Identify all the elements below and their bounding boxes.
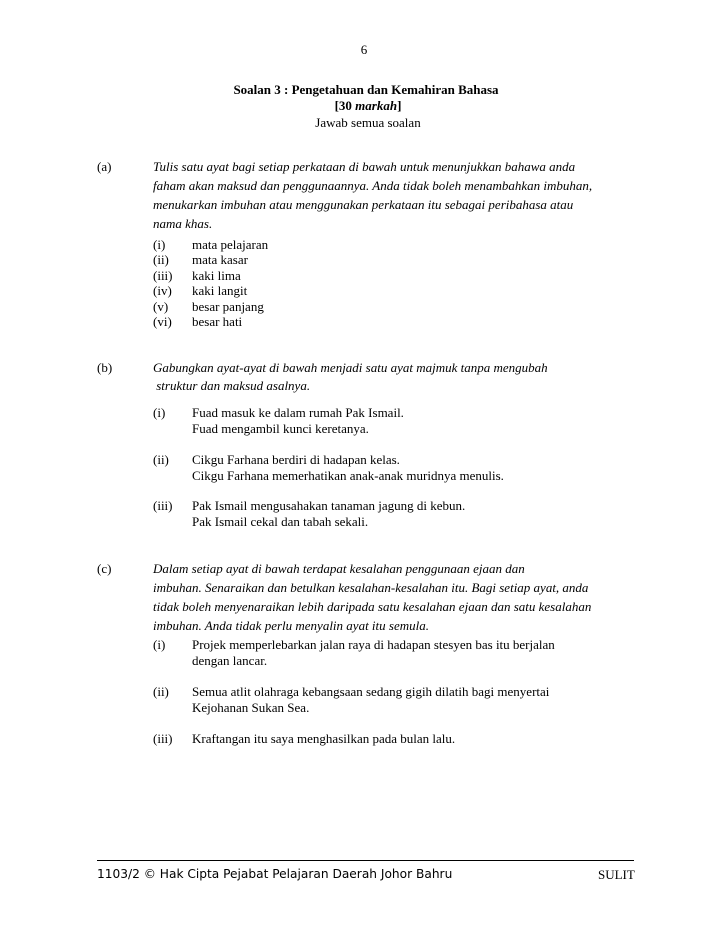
- marks-label: [0, 98, 728, 114]
- item-text: besar panjang: [192, 299, 264, 314]
- section-c-instruction-line: Dalam setiap ayat di bawah terdapat kesalahan penggunaan ejaan dan: [153, 561, 525, 576]
- section-b-instruction-line: struktur dan maksud asalnya.: [153, 378, 311, 393]
- item-number: (i): [153, 637, 166, 652]
- marks-open: [30: [334, 98, 356, 113]
- section-a-instruction-line: faham akan maksud dan penggunaannya. Anda tidak boleh menambahkan imbuhan,: [153, 178, 593, 193]
- item-text: kaki langit: [192, 283, 248, 298]
- item-line: Pak Ismail mengusahakan tanaman jagung di kebun.: [192, 498, 466, 513]
- section-c-instruction-line: imbuhan. Senaraikan dan betulkan kesalahan-kesalahan itu. Bagi setiap ayat, anda: [153, 580, 589, 595]
- section-c-label: (c): [97, 561, 112, 576]
- item-number: (iv): [153, 283, 172, 298]
- item-text: besar hati: [192, 314, 243, 329]
- footer-copyright: 1103/2 © Hak Cipta Pejabat Pelajaran Daerah Johor Bahru: [97, 867, 453, 881]
- item-number: (i): [153, 237, 166, 252]
- item-line: Kraftangan itu saya menghasilkan pada bulan lalu.: [192, 731, 456, 746]
- item-number: (iii): [153, 498, 173, 513]
- section-a-label: (a): [97, 159, 112, 174]
- instruction: Jawab semua soalan: [315, 115, 421, 130]
- item-line: Cikgu Farhana berdiri di hadapan kelas.: [192, 452, 400, 467]
- item-line: Fuad masuk ke dalam rumah Pak Ismail.: [192, 405, 404, 420]
- item-line: Projek memperlebarkan jalan raya di hadapan stesyen bas itu berjalan: [192, 637, 555, 652]
- item-number: (ii): [153, 452, 169, 467]
- item-number: (ii): [153, 252, 169, 267]
- item-text: mata pelajaran: [192, 237, 269, 252]
- section-a-instruction-line: nama khas.: [153, 216, 213, 231]
- item-number: (v): [153, 299, 169, 314]
- footer-classification: SULIT: [598, 867, 635, 882]
- section-c-instruction-line: imbuhan. Anda tidak perlu menyalin ayat itu semula.: [153, 618, 429, 633]
- item-line: Pak Ismail cekal dan tabah sekali.: [192, 514, 369, 529]
- footer-rule: [97, 860, 634, 861]
- section-a-instruction-line: menukarkan imbuhan atau menggunakan perkataan itu sebagai peribahasa atau: [153, 197, 574, 212]
- item-number: (iii): [153, 268, 173, 283]
- item-line: Fuad mengambil kunci keretanya.: [192, 421, 369, 436]
- item-text: mata kasar: [192, 252, 248, 267]
- item-line: Semua atlit olahraga kebangsaan sedang gigih dilatih bagi menyertai: [192, 684, 550, 699]
- item-number: (vi): [153, 314, 172, 329]
- item-line: Kejohanan Sukan Sea.: [192, 700, 310, 715]
- item-number: (ii): [153, 684, 169, 699]
- marks-close: ]: [397, 98, 402, 113]
- section-c-instruction-line: tidak boleh menyenaraikan lebih daripada satu kesalahan ejaan dan satu kesalahan: [153, 599, 592, 614]
- item-number: (i): [153, 405, 166, 420]
- item-number: (iii): [153, 731, 173, 746]
- item-line: Cikgu Farhana memerhatikan anak-anak muridnya menulis.: [192, 468, 504, 483]
- marks-word: markah: [355, 98, 398, 113]
- section-a-instruction-line: Tulis satu ayat bagi setiap perkataan di bawah untuk menunjukkan bahawa anda: [153, 159, 576, 174]
- question-title: Soalan 3 : Pengetahuan dan Kemahiran Bahasa: [233, 82, 499, 97]
- section-b-label: (b): [97, 360, 113, 375]
- section-b-instruction-line: Gabungkan ayat-ayat di bawah menjadi satu ayat majmuk tanpa mengubah: [153, 360, 548, 375]
- page-number: 6: [360, 42, 368, 57]
- item-line: dengan lancar.: [192, 653, 268, 668]
- item-text: kaki lima: [192, 268, 241, 283]
